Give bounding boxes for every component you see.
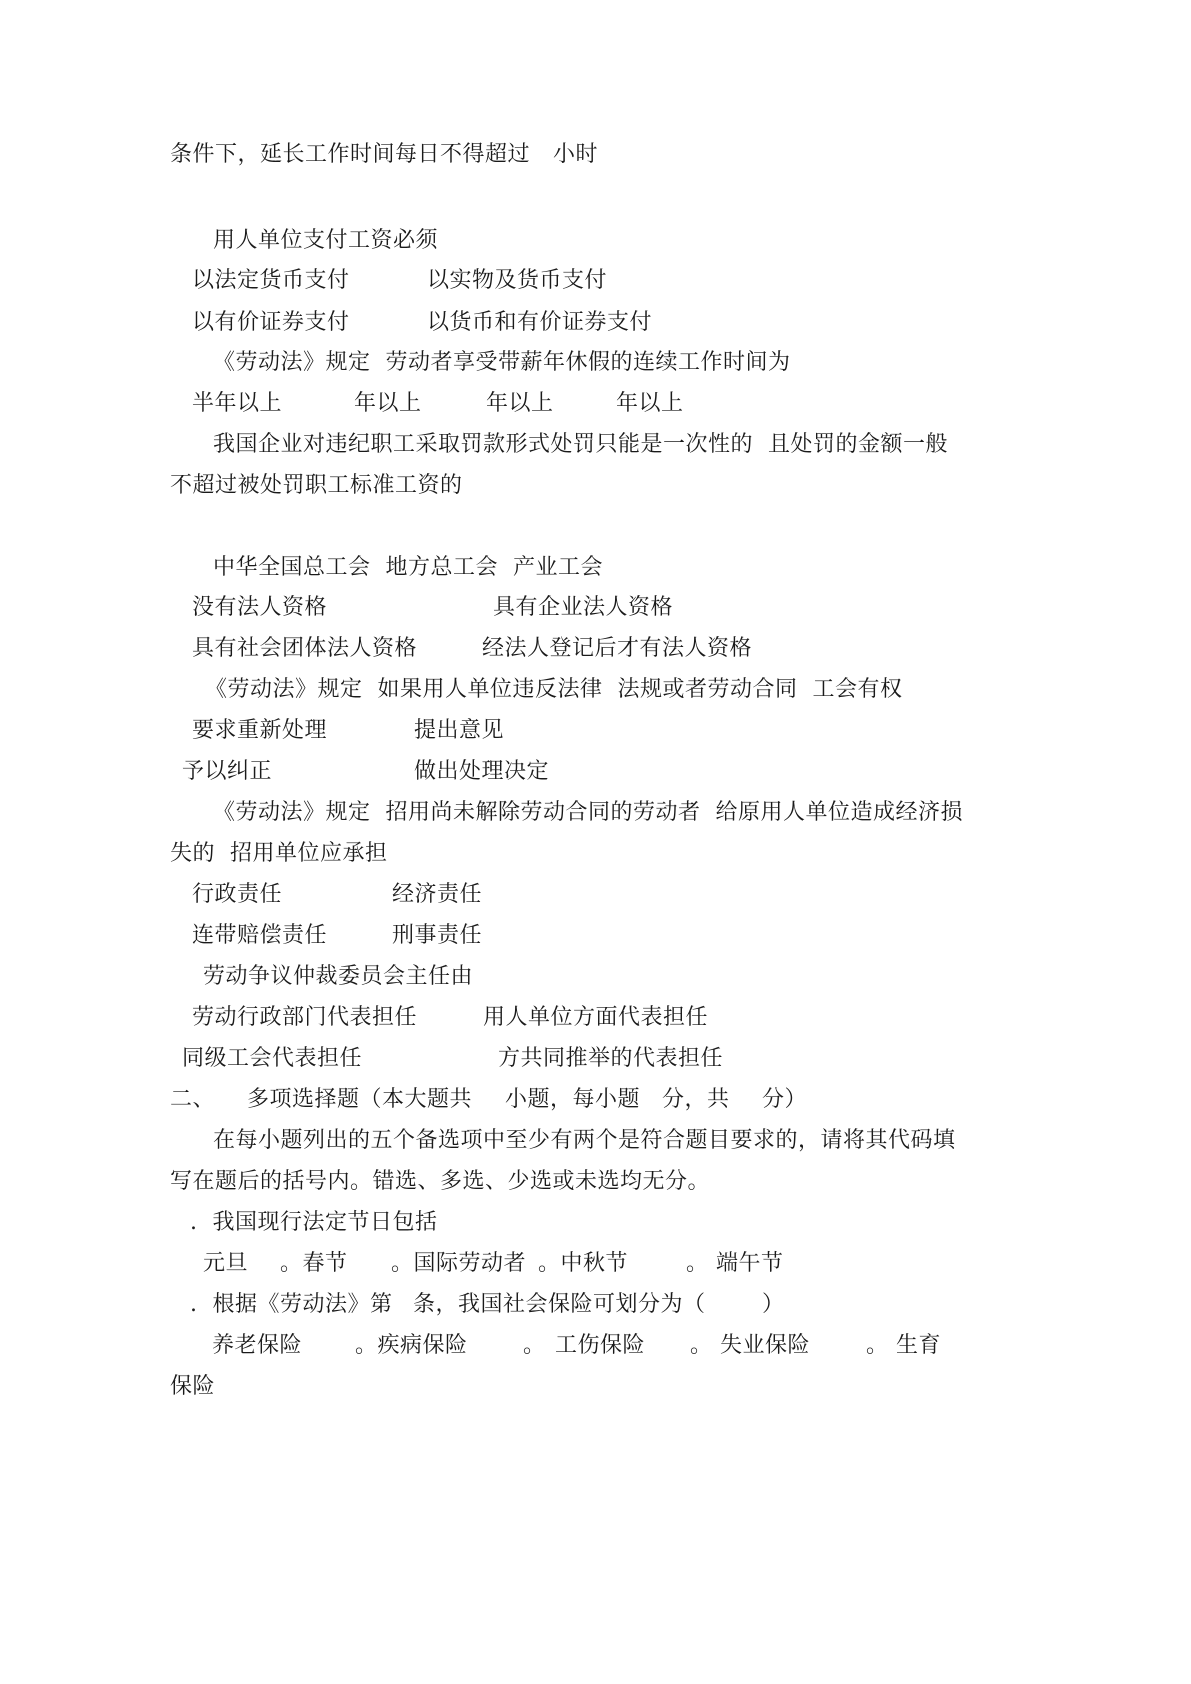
text-line xyxy=(0,675,903,705)
text-line xyxy=(0,511,45,541)
text-line xyxy=(0,1044,724,1074)
text-line xyxy=(0,1331,942,1361)
text-line xyxy=(0,266,608,296)
text-line xyxy=(0,593,674,623)
text-segment: 以货币和有价证券支付 xyxy=(427,310,653,335)
text-segment: 年以上 xyxy=(354,391,422,416)
text-segment: 年以上 xyxy=(486,391,554,416)
text-segment: . 根据《劳动法》第 xyxy=(190,1292,393,1317)
text-segment: 提出意见 xyxy=(414,718,505,743)
text-segment: 方共同推举的代表担任 xyxy=(498,1046,724,1071)
text-line xyxy=(0,634,753,664)
text-line xyxy=(0,1208,438,1238)
text-segment: 养老保险 xyxy=(212,1333,303,1358)
text-line xyxy=(0,1372,216,1402)
text-segment: 《劳动法》规定 招用尚未解除劳动合同的劳动者 给原用人单位造成经济损 xyxy=(213,800,963,825)
text-line xyxy=(0,184,45,214)
section-number: 二、 xyxy=(170,1087,216,1112)
text-line xyxy=(0,757,550,787)
text-segment: 没有法人资格 xyxy=(192,595,328,620)
text-segment: 生育 xyxy=(896,1333,942,1358)
text-segment: 元旦 xyxy=(203,1251,249,1276)
text-segment: 用人单位方面代表担任 xyxy=(483,1005,709,1030)
text-line xyxy=(0,389,684,419)
text-line xyxy=(0,553,603,583)
text-segment: 做出处理决定 xyxy=(414,759,550,784)
text-segment: 。国际劳动者 xyxy=(391,1251,527,1276)
text-line xyxy=(0,140,599,170)
text-line xyxy=(0,1126,956,1156)
text-segment: 《劳动法》规定 如果用人单位违反法律 法规或者劳动合同 工会有权 xyxy=(205,677,903,702)
text-segment: 工伤保险 xyxy=(555,1333,646,1358)
text-line xyxy=(0,1249,784,1279)
text-segment: 具有企业法人资格 xyxy=(493,595,674,620)
text-segment: 经法人登记后才有法人资格 xyxy=(482,636,753,661)
text-segment: 连带赔偿责任 xyxy=(192,923,328,948)
text-segment: 以法定货币支付 xyxy=(192,268,350,293)
text-segment: 中华全国总工会 地方总工会 产业工会 xyxy=(213,555,603,580)
text-line xyxy=(0,471,463,501)
text-line xyxy=(0,430,948,460)
text-segment: 。疾病保险 xyxy=(355,1333,468,1358)
text-segment: 刑事责任 xyxy=(392,923,483,948)
text-segment: 写在题后的括号内。错选、多选、少选或未选均无分。 xyxy=(170,1169,711,1194)
text-segment: 劳动争议仲裁委员会主任由 xyxy=(203,964,474,989)
text-segment: 端午节 xyxy=(716,1251,784,1276)
text-segment: 不超过被处罚职工标准工资的 xyxy=(170,473,463,498)
text-line xyxy=(0,1003,709,1033)
text-segment: 同级工会代表担任 xyxy=(182,1046,363,1071)
text-line xyxy=(0,921,483,951)
text-segment: 。春节 xyxy=(280,1251,348,1276)
text-segment: 条，我国社会保险可划分为（ xyxy=(413,1292,706,1317)
text-segment: 以实物及货币支付 xyxy=(427,268,608,293)
text-segment: 经济责任 xyxy=(392,882,483,907)
text-segment: 我国企业对违纪职工采取罚款形式处罚只能是一次性的 且处罚的金额一般 xyxy=(213,432,948,457)
section-heading xyxy=(0,1085,808,1115)
text-segment: 失业保险 xyxy=(720,1333,811,1358)
text-segment: 分，共 xyxy=(662,1087,730,1112)
text-segment: 年以上 xyxy=(616,391,684,416)
text-line xyxy=(0,1167,711,1197)
text-segment: 多项选择题（本大题共 xyxy=(247,1087,473,1112)
text-segment: 《劳动法》规定 劳动者享受带薪年休假的连续工作时间为 xyxy=(213,350,791,375)
text-line xyxy=(0,839,388,869)
text-segment: 以有价证券支付 xyxy=(192,310,350,335)
text-segment: 行政责任 xyxy=(192,882,283,907)
text-segment: 在每小题列出的五个备选项中至少有两个是符合题目要求的，请将其代码填 xyxy=(213,1128,956,1153)
text-segment: 。 xyxy=(686,1251,709,1276)
text-segment: 用人单位支付工资必须 xyxy=(213,228,439,253)
text-line xyxy=(0,348,791,378)
text-segment: . 我国现行法定节日包括 xyxy=(190,1210,438,1235)
text-segment: 保险 xyxy=(170,1374,216,1399)
text-segment: ） xyxy=(762,1292,785,1317)
text-line xyxy=(0,1290,785,1320)
text-line xyxy=(0,880,483,910)
text-segment: 半年以上 xyxy=(192,391,283,416)
text-line xyxy=(0,226,439,256)
text-segment: 小时 xyxy=(553,142,599,167)
text-line xyxy=(0,962,474,992)
text-segment: 。中秋节 xyxy=(538,1251,629,1276)
text-segment: 。 xyxy=(523,1333,546,1358)
text-segment: 分） xyxy=(762,1087,808,1112)
text-line xyxy=(0,716,505,746)
text-segment: 劳动行政部门代表担任 xyxy=(192,1005,418,1030)
text-segment: 要求重新处理 xyxy=(192,718,328,743)
text-line xyxy=(0,798,963,828)
text-line xyxy=(0,308,653,338)
text-segment: 条件下，延长工作时间每日不得超过 xyxy=(170,142,531,167)
text-segment: 。 xyxy=(866,1333,889,1358)
text-segment: 具有社会团体法人资格 xyxy=(192,636,418,661)
text-segment: 。 xyxy=(690,1333,713,1358)
text-segment: 小题，每小题 xyxy=(505,1087,641,1112)
text-segment: 予以纠正 xyxy=(182,759,273,784)
text-segment: 失的 招用单位应承担 xyxy=(170,841,388,866)
